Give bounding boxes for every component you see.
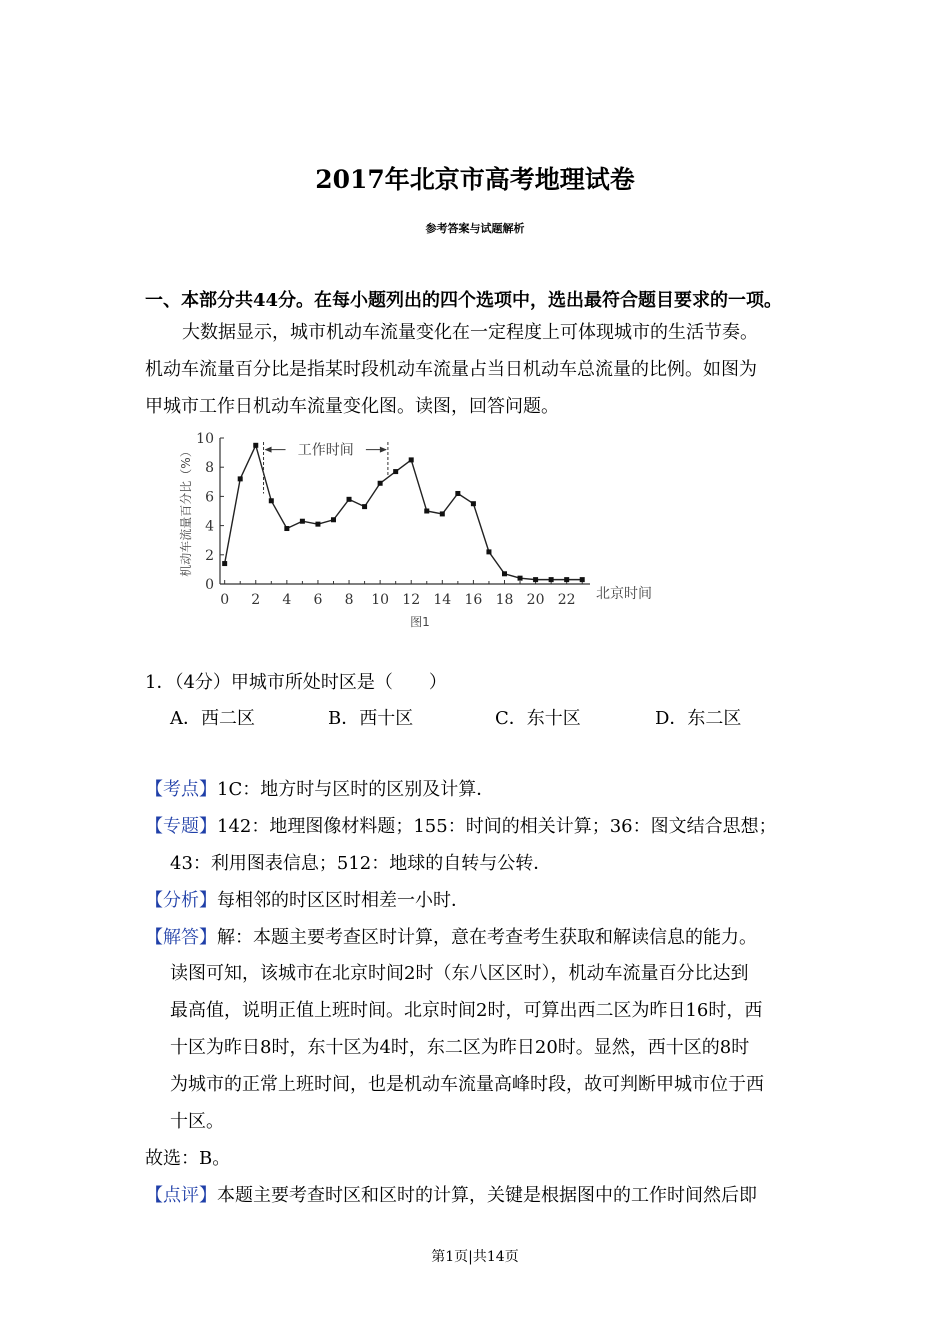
fenxi-line <box>145 886 469 912</box>
data-point <box>564 577 569 582</box>
x-tick-label: 16 <box>464 592 483 608</box>
y-tick-label: 6 <box>205 489 214 506</box>
data-point <box>486 549 491 554</box>
x-tick-label: 22 <box>557 592 576 608</box>
y-tick-label: 8 <box>205 460 214 477</box>
data-point <box>440 511 445 516</box>
x-tick-label: 14 <box>433 592 452 608</box>
kaodian-line <box>145 775 494 801</box>
jieda-line-2: 读图可知，该城市在北京时间2时（东八区区时），机动车流量百分比达到 <box>170 963 749 984</box>
jieda-line-4: 十区为昨日8时，东十区为4时，东二区为昨日20时。显然，西十区的8时 <box>170 1037 750 1058</box>
chart-series <box>222 443 585 582</box>
kaodian-tag: 【考点】 <box>145 779 217 800</box>
data-point <box>455 491 460 496</box>
x-tick-label: 12 <box>402 592 421 608</box>
data-point <box>471 501 476 506</box>
option-b: B．西十区 <box>328 708 414 729</box>
zhuanti-text-1: 142：地理图像材料题；155：时间的相关计算；36：图文结合思想； <box>217 816 777 837</box>
chart-axes <box>220 438 590 584</box>
option-d: D．东二区 <box>655 708 742 729</box>
fenxi-text: 每相邻的时区区时相差一小时． <box>217 890 469 911</box>
x-tick-label: 20 <box>526 592 545 608</box>
x-tick-label: 6 <box>313 592 323 608</box>
zhuanti-text-2: 43：利用图表信息；512：地球的自转与公转． <box>170 853 552 874</box>
data-point <box>300 519 305 524</box>
data-point <box>284 526 289 531</box>
traffic-chart <box>170 426 670 636</box>
jieda-tag: 【解答】 <box>145 927 217 948</box>
page-subtitle: 参考答案与试题解析 <box>425 222 525 235</box>
option-a: A．西二区 <box>170 708 255 729</box>
section-heading: 一、本部分共44分。在每小题列出的四个选项中，选出最符合题目要求的一项。 <box>145 290 783 311</box>
data-point <box>378 481 383 486</box>
intro-line-3: 甲城市工作日机动车流量变化图。读图，回答问题。 <box>145 396 559 417</box>
y-tick-label: 0 <box>205 577 214 593</box>
x-tick-label: 18 <box>495 592 514 608</box>
jieda-line-5: 为城市的正常上班时间，也是机动车流量高峰时段，故可判断甲城市位于西 <box>170 1074 764 1095</box>
data-point <box>409 457 414 462</box>
page-footer: 第1页|共14页 <box>431 1249 519 1265</box>
question-stem: 1．（4分）甲城市所处时区是（ ） <box>145 672 447 693</box>
series-line <box>225 442 583 579</box>
data-point <box>315 522 320 527</box>
y-tick-label: 2 <box>205 547 214 564</box>
data-point <box>502 571 507 576</box>
jieda-line-3: 最高值，说明正值上班时间。北京时间2时，可算出西二区为昨日16时，西 <box>170 1000 763 1021</box>
data-point <box>362 504 367 509</box>
jieda-line-1 <box>145 923 757 949</box>
data-point <box>331 517 336 522</box>
data-point <box>424 509 429 514</box>
kaodian-text: 1C：地方时与区时的区别及计算． <box>217 779 495 800</box>
zhuanti-line-1 <box>145 812 777 838</box>
data-point <box>518 576 523 581</box>
dianping-tag: 【点评】 <box>145 1185 217 1206</box>
answer-line: 故选：B。 <box>145 1148 231 1169</box>
x-tick-label: 8 <box>344 592 354 608</box>
dianping-line <box>145 1181 757 1207</box>
chart-xlabel: 北京时间 <box>596 586 652 602</box>
data-point <box>222 561 227 566</box>
data-point <box>269 498 274 503</box>
jieda-text-1: 解：本题主要考查区时计算，意在考查考生获取和解读信息的能力。 <box>217 927 757 948</box>
fenxi-tag: 【分析】 <box>145 890 217 911</box>
option-c: C．东十区 <box>495 708 581 729</box>
jieda-line-6: 十区。 <box>170 1111 224 1132</box>
x-tick-label: 2 <box>251 592 261 608</box>
chart-annotation <box>264 442 388 493</box>
x-tick-label: 10 <box>371 592 390 608</box>
intro-line-2: 机动车流量百分比是指某时段机动车流量占当日机动车总流量的比例。如图为 <box>145 359 757 380</box>
data-point <box>238 476 243 481</box>
dianping-text: 本题主要考查时区和区时的计算，关键是根据图中的工作时间然后即 <box>217 1185 757 1206</box>
y-tick-label: 4 <box>205 518 214 535</box>
page-title: 2017年北京市高考地理试卷 <box>315 165 635 194</box>
chart-ticks <box>196 431 582 608</box>
data-point <box>393 469 398 474</box>
arrow-left-icon <box>265 447 272 453</box>
data-point <box>549 577 554 582</box>
data-point <box>253 443 258 448</box>
x-tick-label: 0 <box>220 592 230 608</box>
zhuanti-tag: 【专题】 <box>145 816 217 837</box>
annotation-label: 工作时间 <box>297 442 354 459</box>
data-point <box>347 497 352 502</box>
x-tick-label: 4 <box>282 592 292 608</box>
data-point <box>580 577 585 582</box>
arrow-right-icon <box>380 447 387 453</box>
data-point <box>533 577 538 582</box>
intro-line-1: 大数据显示，城市机动车流量变化在一定程度上可体现城市的生活节奏。 <box>182 322 758 343</box>
y-tick-label: 10 <box>196 431 214 447</box>
chart-caption: 图1 <box>410 615 430 629</box>
chart-ylabel: 机动车流量百分比（%） <box>179 445 193 577</box>
